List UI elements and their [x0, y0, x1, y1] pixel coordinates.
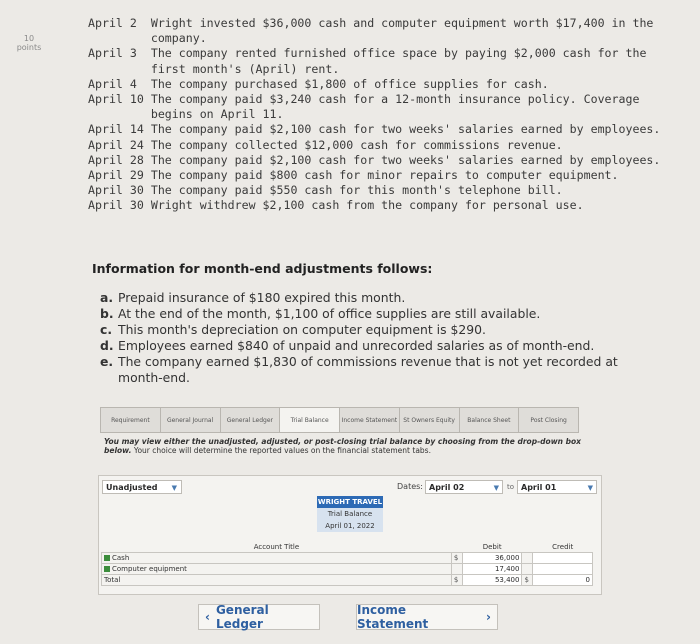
- transaction-entry: [88, 153, 688, 168]
- transaction-text: The company paid $2,100 cash for two weeks' salaries earned by employees.: [150, 152, 661, 167]
- company-name: WRIGHT TRAVEL: [317, 498, 383, 506]
- transaction-date: April 24: [88, 137, 144, 152]
- to-label: to: [507, 483, 515, 491]
- transaction-text: Wright invested $36,000 cash and computer equipment worth $17,400 in the company.: [150, 16, 654, 46]
- tab-requirement[interactable]: Requirement: [100, 407, 161, 433]
- transaction-date: April 30: [88, 198, 144, 213]
- tab-owners-equity[interactable]: St Owners Equity: [399, 407, 460, 433]
- flag-icon: [104, 555, 110, 561]
- transaction-text: The company paid $550 cash for this month's telephone bill.: [150, 183, 563, 198]
- total-label: Total: [102, 575, 452, 586]
- prev-general-ledger-button[interactable]: [198, 604, 320, 630]
- adjustment-item: [100, 322, 620, 338]
- notice-rest: Your choice will determine the reported values on the financial statement tabs.: [131, 446, 431, 455]
- points-label: points: [16, 43, 42, 52]
- transaction-text: The company paid $800 cash for minor repairs to computer equipment.: [150, 168, 619, 183]
- transaction-text: The company purchased $1,800 of office supplies for cash.: [150, 76, 549, 91]
- report-title-block: [317, 496, 383, 532]
- account-name: Cash: [112, 554, 130, 562]
- report-date: April 01, 2022: [317, 520, 383, 532]
- transaction-entry: [88, 198, 688, 213]
- account-cell[interactable]: [102, 564, 452, 575]
- dollar-sign: $: [451, 553, 462, 564]
- points-indicator: [14, 34, 44, 52]
- transaction-list: [88, 16, 688, 214]
- instruction-notice: [104, 437, 596, 455]
- dollar-sign: $: [451, 575, 462, 586]
- transaction-entry: [88, 46, 688, 76]
- adjustments-list: [100, 290, 620, 386]
- chevron-left-icon: ‹: [205, 610, 210, 624]
- adjustment-item: [100, 354, 620, 386]
- transaction-entry: [88, 183, 688, 198]
- transaction-text: Wright withdrew $2,100 cash from the company for personal use.: [150, 198, 584, 213]
- adjustment-label: b.: [100, 306, 114, 321]
- next-button-label: Income Statement: [357, 603, 429, 631]
- next-income-statement-button[interactable]: [356, 604, 498, 630]
- trial-balance-panel: [98, 475, 602, 595]
- adjustment-label: a.: [100, 290, 114, 305]
- date-from-select[interactable]: [425, 480, 503, 494]
- table-row: [102, 553, 593, 564]
- total-row: [102, 575, 593, 586]
- adjustment-label: e.: [100, 354, 114, 369]
- transaction-date: April 28: [88, 152, 144, 167]
- col-credit: Credit: [552, 543, 574, 551]
- transaction-entry: [88, 138, 688, 153]
- chevron-down-icon: ▼: [171, 484, 177, 492]
- prev-button-label: General Ledger: [215, 603, 269, 631]
- adjustment-text: Employees earned $840 of unpaid and unrecorded salaries as of month-end.: [118, 338, 595, 353]
- transaction-entry: [88, 122, 688, 137]
- table-row: [102, 564, 593, 575]
- adjustment-text: At the end of the month, $1,100 of office supplies are still available.: [118, 306, 541, 321]
- adjustment-item: [100, 290, 620, 306]
- points-value: 10: [23, 34, 35, 43]
- tab-trial-balance[interactable]: Trial Balance: [279, 407, 340, 433]
- date-to-select[interactable]: [517, 480, 597, 494]
- tab-general-ledger[interactable]: General Ledger: [220, 407, 281, 433]
- transaction-date: April 29: [88, 168, 144, 183]
- transaction-entry: [88, 92, 688, 122]
- notice-emphasis: You may view either the unadjusted, adjusted, or post-closing trial balance by choosing from the drop-down box below.: [104, 437, 581, 455]
- adjustments-heading: Information for month-end adjustments follows:: [92, 261, 433, 276]
- account-name: Computer equipment: [112, 565, 187, 573]
- transaction-text: The company paid $2,100 cash for two weeks' salaries earned by employees.: [150, 122, 661, 137]
- adjustment-item: [100, 306, 620, 322]
- dates-label: Dates:: [397, 482, 423, 491]
- debit-cell[interactable]: 17,400: [462, 564, 522, 575]
- transaction-date: April 10: [88, 92, 144, 107]
- flag-icon: [104, 566, 110, 572]
- credit-cell[interactable]: [533, 564, 593, 575]
- date-from-value: April 02: [429, 483, 465, 492]
- transaction-date: April 2: [88, 16, 144, 30]
- transaction-date: April 4: [88, 76, 144, 91]
- transaction-date: April 14: [88, 122, 144, 137]
- transaction-entry: [88, 16, 688, 46]
- adjustment-text: The company earned $1,830 of commissions revenue that is not yet recorded at month-end.: [118, 354, 618, 385]
- adjustment-label: c.: [100, 322, 113, 337]
- chevron-right-icon: ›: [486, 610, 491, 624]
- transaction-entry: [88, 77, 688, 92]
- debit-cell[interactable]: 36,000: [462, 553, 522, 564]
- date-to-value: April 01: [521, 483, 557, 492]
- credit-cell[interactable]: [533, 553, 593, 564]
- transaction-text: The company collected $12,000 cash for commissions revenue.: [150, 137, 563, 152]
- report-name: Trial Balance: [317, 508, 383, 520]
- transaction-date: April 30: [88, 183, 144, 198]
- col-debit: Debit: [482, 543, 502, 551]
- transaction-text: The company paid $3,240 cash for a 12-month insurance policy. Coverage begins on April 11.: [150, 92, 640, 122]
- chevron-down-icon: ▼: [493, 484, 499, 492]
- tab-post-closing[interactable]: Post Closing: [518, 407, 579, 433]
- adjustment-text: This month's depreciation on computer equipment is $290.: [118, 322, 486, 337]
- transaction-entry: [88, 168, 688, 183]
- trial-balance-table: [101, 542, 593, 586]
- balance-type-select[interactable]: [102, 480, 182, 494]
- account-cell[interactable]: [102, 553, 452, 564]
- col-account-title: Account Title: [253, 543, 300, 551]
- adjustment-text: Prepaid insurance of $180 expired this month.: [118, 290, 406, 305]
- balance-type-value: Unadjusted: [106, 483, 158, 492]
- tab-income-statement[interactable]: Income Statement: [339, 407, 400, 433]
- tab-balance-sheet[interactable]: Balance Sheet: [459, 407, 520, 433]
- tab-general-journal[interactable]: General Journal: [160, 407, 221, 433]
- total-debit: 53,400: [462, 575, 522, 586]
- worksheet-tabs: [100, 407, 578, 433]
- adjustment-label: d.: [100, 338, 114, 353]
- adjustment-item: [100, 338, 620, 354]
- transaction-text: The company rented furnished office space by paying $2,000 cash for the first month's (April) rent.: [150, 46, 647, 76]
- chevron-down-icon: ▼: [587, 484, 593, 492]
- transaction-date: April 3: [88, 46, 144, 61]
- dollar-sign: $: [522, 575, 533, 586]
- total-credit: 0: [533, 575, 593, 586]
